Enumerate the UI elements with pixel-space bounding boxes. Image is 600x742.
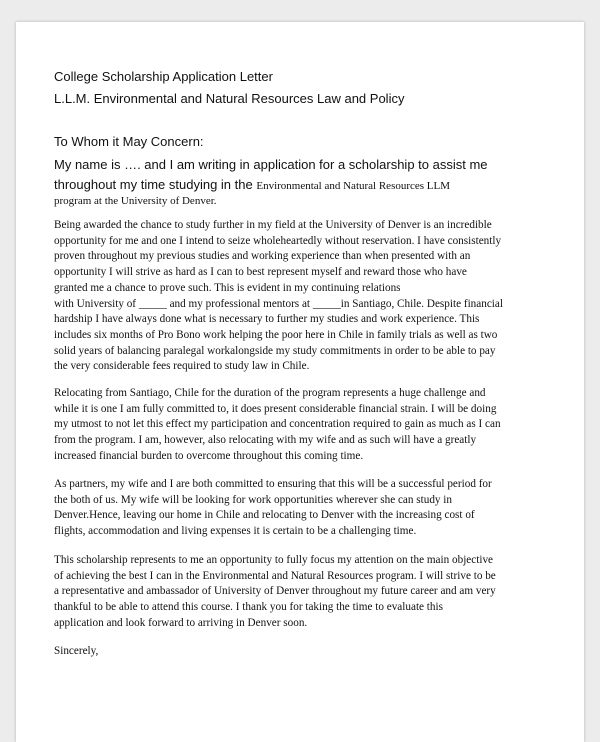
paragraph-line: granted me a chance to prove such. This is evident in my continuing relations bbox=[54, 281, 401, 294]
paragraph-line: includes six months of Pro Bono work helping the poor here in Chile in family trials as well as two bbox=[54, 328, 498, 341]
paragraph-3 bbox=[54, 477, 554, 540]
closing-text: Sincerely, bbox=[54, 645, 99, 657]
paragraph-line: of achieving the best I can in the Environmental and Natural Resources program. I will strive to be bbox=[54, 569, 496, 582]
paragraph-2 bbox=[54, 386, 554, 465]
paragraph-line: solid years of balancing paralegal workalongside my study commitments in order to be able to pay bbox=[54, 344, 496, 357]
paragraph-line: the both of us. My wife will be looking for work opportunities wherever she can study in bbox=[54, 493, 453, 506]
intro-line-2b: Environmental and Natural Resources LLM bbox=[256, 180, 451, 192]
intro-line-2a: throughout my time studying in the bbox=[54, 177, 253, 192]
paragraph-line: This scholarship represents to me an opportunity to fully focus my attention on the main objective bbox=[54, 554, 494, 566]
salutation: To Whom it May Concern: bbox=[54, 134, 204, 149]
paragraph-line: a representative and ambassador of University of Denver throughout my future career and am very bbox=[54, 585, 496, 598]
document-title: College Scholarship Application Letter bbox=[54, 69, 273, 84]
document-page bbox=[16, 22, 584, 742]
paragraph-line: while it is one I am fully committed to, it does present considerable financial strain. I will be doing bbox=[54, 402, 497, 415]
paragraph-line: my utmost to not let this effect my participation and concentration required to gain as much as I can bbox=[54, 418, 501, 431]
paragraph-line: opportunity I will strive as hard as I can to best represent myself and reward those who have bbox=[54, 266, 467, 279]
paragraph-line: Denver.Hence, leaving our home in Chile and relocating to Denver with the increasing cost of bbox=[54, 509, 475, 522]
paragraph-line: the very considerable fees required to study law in Chile. bbox=[54, 360, 310, 373]
paragraph-line: As partners, my wife and I are both committed to ensuring that this will be a successful period for bbox=[54, 478, 492, 490]
paragraph-line: Being awarded the chance to study further in my field at the University of Denver is an incredible bbox=[54, 219, 492, 231]
intro-paragraph bbox=[54, 155, 554, 196]
paragraph-line: Relocating from Santiago, Chile for the duration of the program represents a huge challenge and bbox=[54, 387, 486, 399]
paragraph-line: opportunity for me and one I intend to seize wholeheartedly without reservation. I have consistently bbox=[54, 234, 502, 247]
paragraph-line: with University of _____ and my professional mentors at _____in Santiago, Chile. Despite financial bbox=[54, 297, 503, 310]
document-subtitle: L.L.M. Environmental and Natural Resources Law and Policy bbox=[54, 91, 405, 106]
paragraph-4 bbox=[54, 553, 554, 632]
paragraph-line: proven throughout my previous studies and working experience than when presented with an bbox=[54, 250, 471, 263]
paragraph-line: hardship I have always done what is necessary to further my studies and work experience. This bbox=[54, 313, 480, 326]
intro-line-3: program at the University of Denver. bbox=[54, 195, 217, 207]
closing bbox=[54, 644, 554, 660]
paragraph-line: flights, accommodation and living expenses it is certain to be a challenging time. bbox=[54, 525, 417, 538]
paragraph-line: thankful to be able to attend this course. I thank you for taking the time to evaluate this bbox=[54, 601, 443, 614]
paragraph-line: from the program. I am, however, also relocating with my wife and as such will have a greatly bbox=[54, 434, 477, 447]
paragraph-line: increased financial burden to overcome throughout this coming time. bbox=[54, 449, 364, 462]
intro-line-1: My name is …. and I am writing in application for a scholarship to assist me bbox=[54, 157, 488, 172]
paragraph-1 bbox=[54, 218, 554, 375]
paragraph-line: application and look forward to arriving in Denver soon. bbox=[54, 616, 308, 629]
